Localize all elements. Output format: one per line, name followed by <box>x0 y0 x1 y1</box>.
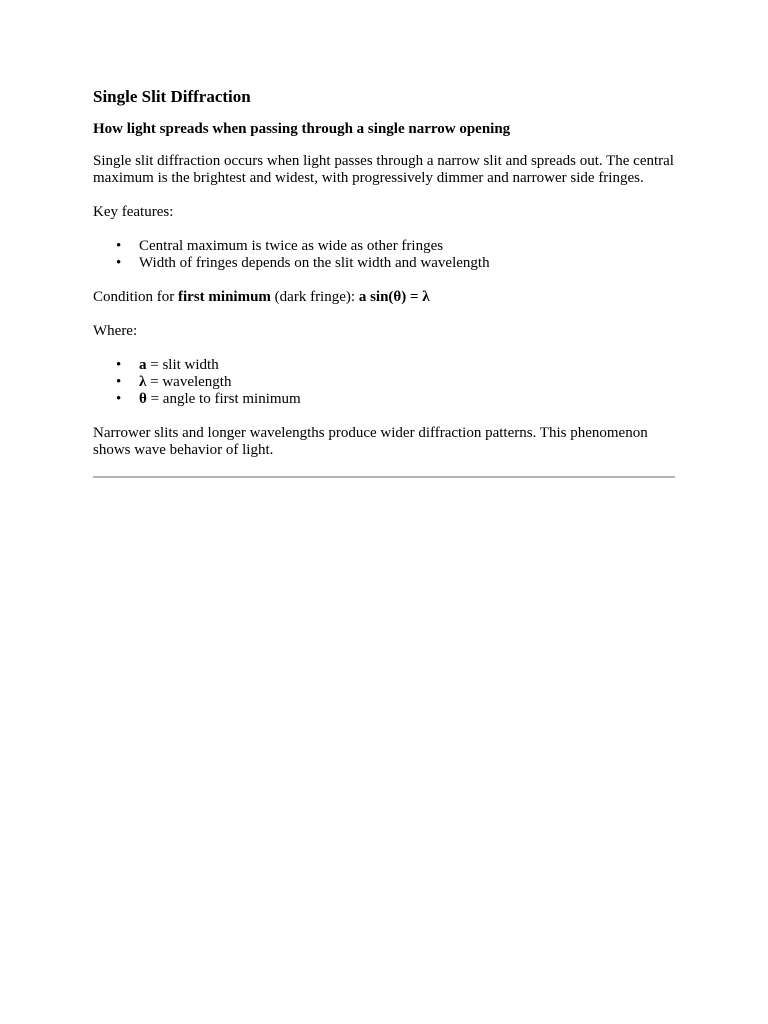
features-list <box>93 238 675 272</box>
condition-term: first minimum <box>178 289 271 305</box>
variable-definition: = wavelength <box>146 374 232 390</box>
list-item <box>116 238 675 255</box>
variable-definition: = angle to first minimum <box>146 391 301 407</box>
features-label: Key features: <box>93 204 174 220</box>
variable-definition: = slit width <box>146 357 219 373</box>
feature-text: Width of fringes depends on the slit width and wavelength <box>139 255 490 271</box>
list-item <box>116 357 675 374</box>
bullet-icon: • <box>116 255 122 271</box>
condition-paragraph <box>93 289 675 306</box>
page-subtitle: How light spreads when passing through a single narrow opening <box>93 121 511 137</box>
condition-formula: a sin(θ) = λ <box>358 289 430 305</box>
condition-prefix: Condition for <box>93 289 178 305</box>
bullet-icon: • <box>116 357 122 373</box>
intro-paragraph: Single slit diffraction occurs when light passes through a narrow slit and spreads out. The central maximum is the brightest and widest, with progressively dimmer and narrower side fringes. <box>93 153 674 186</box>
variable-symbol: a <box>139 357 147 373</box>
page-title: Single Slit Diffraction <box>93 87 251 106</box>
feature-text: Central maximum is twice as wide as other fringes <box>139 238 444 254</box>
where-label: Where: <box>93 323 138 339</box>
list-item <box>116 374 675 391</box>
horizontal-divider <box>93 476 675 478</box>
list-item <box>116 391 675 408</box>
variable-symbol: θ <box>139 391 147 407</box>
variables-list <box>93 357 675 408</box>
bullet-icon: • <box>116 374 122 390</box>
list-item <box>116 255 675 272</box>
variable-symbol: λ <box>139 374 147 390</box>
bullet-icon: • <box>116 391 122 407</box>
condition-middle: (dark fringe): <box>270 289 359 305</box>
conclusion-paragraph: Narrower slits and longer wavelengths produce wider diffraction patterns. This phenomenon shows wave behavior of light. <box>93 425 648 458</box>
bullet-icon: • <box>116 238 122 254</box>
